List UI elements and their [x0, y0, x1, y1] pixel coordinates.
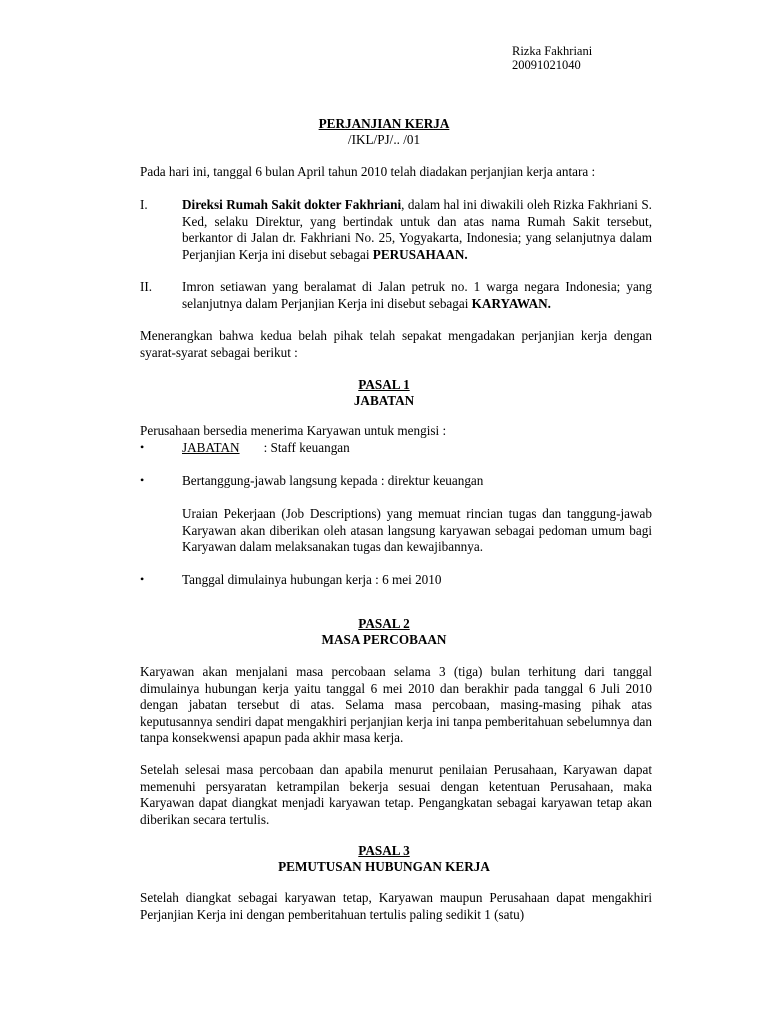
pasal-2-paragraph-2: Setelah selesai masa percobaan dan apabila menurut penilaian Perusahaan, Karyawan dapat memenuhi persyaratan ketrampilan bekerja sesuai dengan ketentuan Perusahaan, maka Karyawan dapat diangkat menjadi karyawan tetap. Pengangkatan sebagai karyawan tetap akan diberikan secara tertulis.: [140, 762, 652, 827]
pasal-1-intro: Perusahaan bersedia menerima Karyawan untuk mengisi :: [140, 423, 447, 438]
tanggal-mulai-text: Tanggal dimulainya hubungan kerja : 6 mei 2010: [182, 572, 442, 587]
pasal-2-paragraph-1: Karyawan akan menjalani masa percobaan selama 3 (tiga) bulan terhitung dari tanggal dimulainya hubungan kerja yaitu tanggal 6 mei 2010 dan berakhir pada tanggal 6 Juli 2010 dengan jabatan tersebut di atas. Selama masa percobaan, masing-masing pihak atas keputusannya sendiri dapat mengakhiri perjanjian kerja ini tanpa pemberitahuan sebelumnya dan tanpa konsekwensi apapun pada akhir masa kerja.: [140, 664, 652, 746]
party-two-number: II.: [140, 279, 153, 294]
bullet-icon: •: [140, 473, 145, 487]
party-one-text: [182, 197, 652, 263]
pasal-3-heading: [0, 843, 768, 875]
party-two-alias: KARYAWAN.: [471, 295, 551, 311]
party-two: [140, 279, 652, 313]
pasal-3-paragraph-1: Setelah diangkat sebagai karyawan tetap, Karyawan maupun Perusahaan dapat mengakhiri Perjanjian Kerja ini dengan pemberitahuan tertulis paling sedikit 1 (satu): [140, 890, 652, 922]
author-block: [512, 44, 592, 72]
party-two-description: Imron setiawan yang beralamat di Jalan petruk no. 1 warga negara Indonesia; yang selanjutnya dalam Perjanjian Kerja ini disebut sebagai: [182, 279, 652, 311]
bullet-icon: •: [140, 440, 145, 454]
tanggung-jawab-text: Bertanggung-jawab langsung kepada : direktur keuangan: [182, 473, 484, 488]
list-item-tanggal-mulai: [140, 572, 652, 589]
author-id: 20091021040: [512, 58, 581, 72]
party-two-text: [182, 279, 652, 312]
jabatan-label: JABATAN: [182, 440, 240, 455]
document-title-block: [0, 116, 768, 148]
author-name: Rizka Fakhriani: [512, 44, 593, 58]
list-item-jabatan: [140, 440, 652, 457]
party-one-name: Direksi Rumah Sakit dokter Fakhriani: [182, 197, 402, 212]
intro-paragraph: Pada hari ini, tanggal 6 bulan April tahun 2010 telah diadakan perjanjian kerja antara :: [140, 164, 596, 179]
pasal-3-subtitle: PEMUTUSAN HUBUNGAN KERJA: [278, 859, 490, 874]
pasal-2-title: PASAL 2: [358, 616, 410, 631]
party-one-number: I.: [140, 197, 148, 212]
agreement-paragraph: Menerangkan bahwa kedua belah pihak telah sepakat mengadakan perjanjian kerja dengan syarat-syarat sebagai berikut :: [140, 328, 652, 360]
document-number: /IKL/PJ/.. /01: [347, 132, 421, 147]
party-one-alias: PERUSAHAAN.: [372, 246, 468, 262]
pasal-1-title: PASAL 1: [358, 377, 410, 392]
pasal-2-heading: [0, 616, 768, 648]
party-one: [140, 197, 652, 263]
pasal-1-subtitle: JABATAN: [353, 393, 415, 408]
jabatan-line: [182, 440, 652, 457]
pasal-2-subtitle: MASA PERCOBAAN: [321, 632, 447, 647]
pasal-3-title: PASAL 3: [358, 843, 410, 858]
party-one-description: , dalam hal ini diwakili oleh Rizka Fakhriani S. Ked, selaku Direktur, yang bertindak untuk dan atas nama Rumah Sakit tersebut, berkantor di Jalan dr. Fakhriani No. 25, Yogyakarta, Indonesia; yang selanjutnya dalam Perjanjian Kerja ini disebut sebagai: [182, 197, 652, 262]
bullet-icon: •: [140, 572, 145, 586]
jabatan-value: : Staff keuangan: [263, 440, 350, 455]
uraian-paragraph: Uraian Pekerjaan (Job Descriptions) yang memuat rincian tugas dan tanggung-jawab Karyawan akan diberikan oleh atasan langsung karyawan sebagai pedoman umum bagi Karyawan dalam melaksanakan tugas dan kewajibannya.: [182, 506, 652, 555]
list-item-tanggung-jawab: [140, 473, 652, 490]
pasal-1-heading: [0, 377, 768, 409]
document-title: PERJANJIAN KERJA: [318, 116, 450, 131]
